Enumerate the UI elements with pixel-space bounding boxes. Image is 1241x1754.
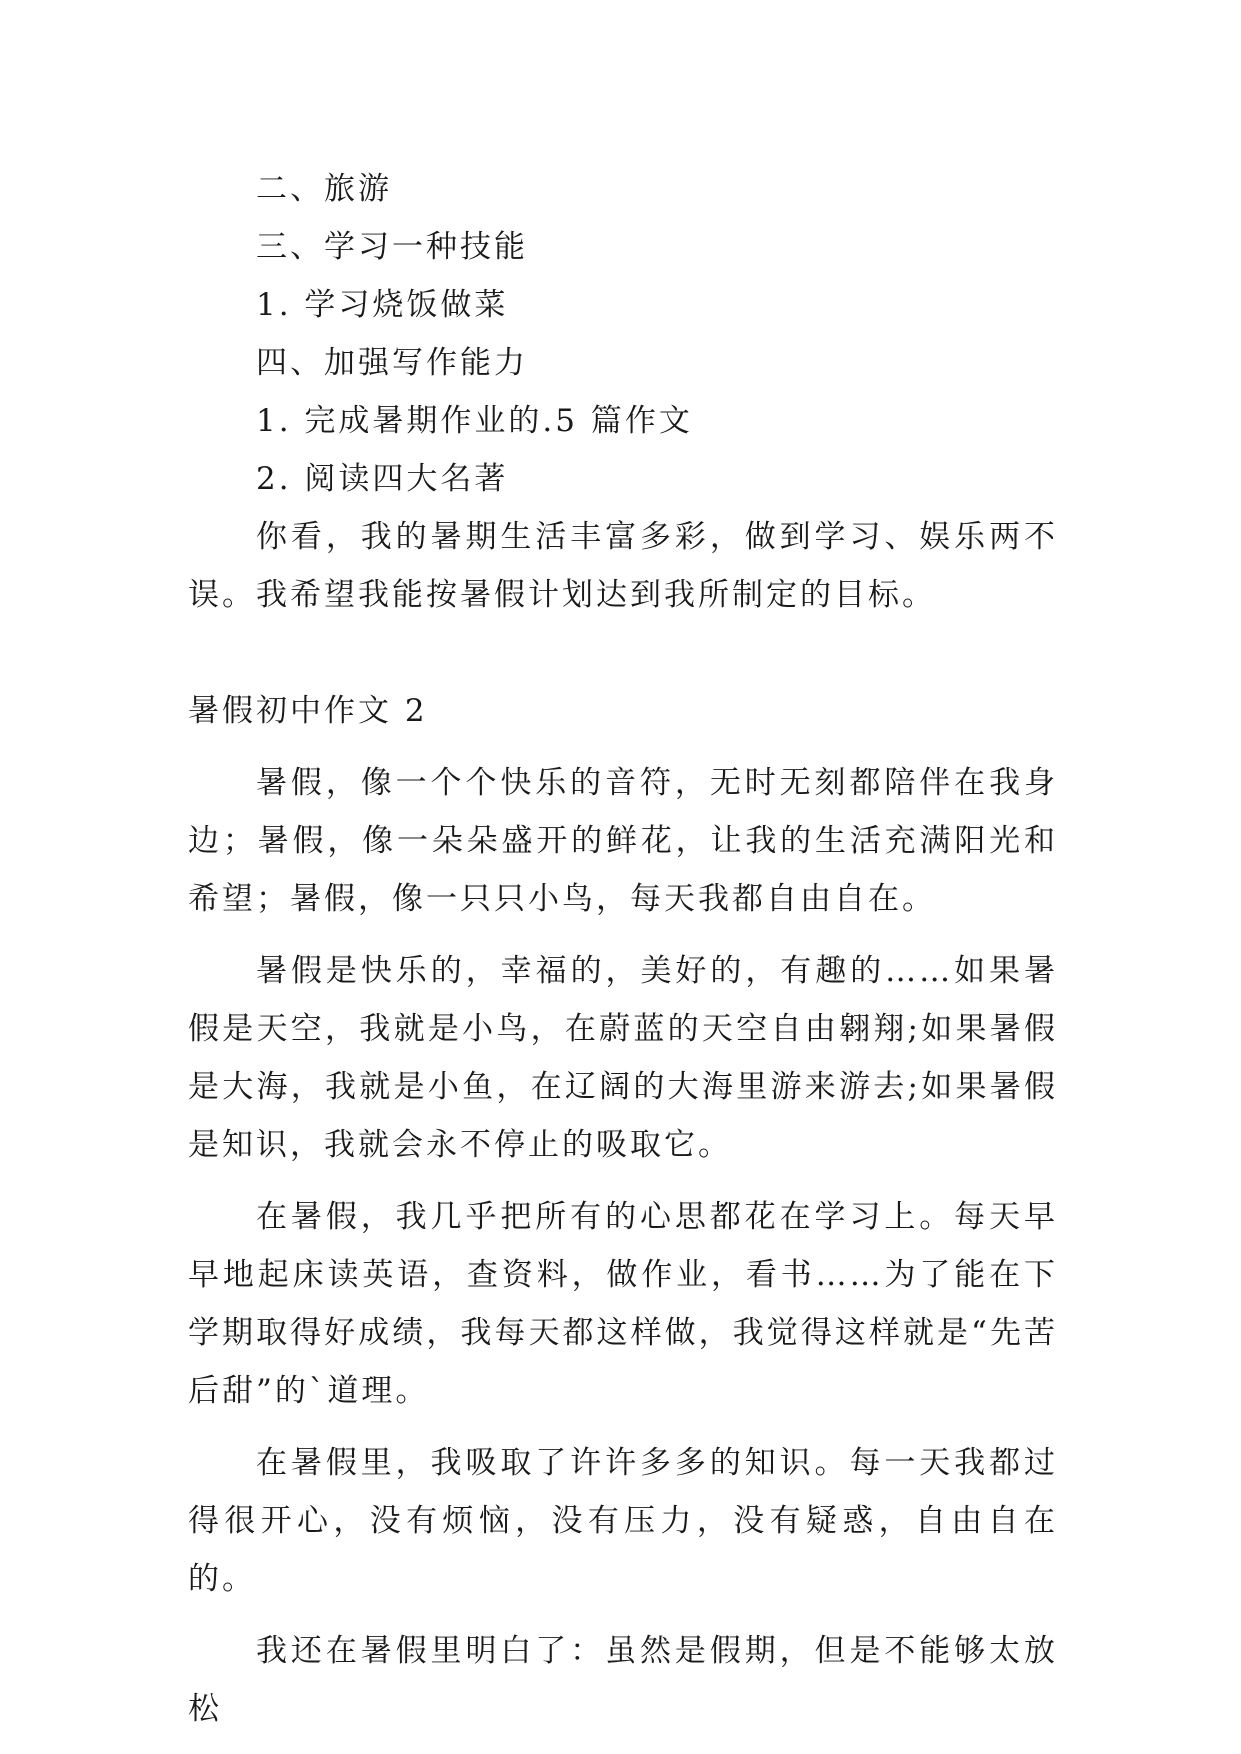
- list-item-travel: 二、旅游: [256, 171, 392, 207]
- essay-title: 暑假初中作文 2: [188, 693, 428, 729]
- list-item-cooking: 1. 学习烧饭做菜: [256, 287, 509, 323]
- essay-paragraph-3: 在暑假，我几乎把所有的心思都花在学习上。每天早早地起床读英语，查资料，做作业，看书……为了能在下学期取得好成绩，我每天都这样做，我觉得这样就是“先苦后甜”的`道理。: [188, 1199, 1058, 1409]
- list-item-learn-skill: 三、学习一种技能: [256, 229, 528, 265]
- section-spacer: [188, 624, 1058, 682]
- essay-paragraph-4: 在暑假里，我吸取了许许多多的知识。每一天我都过得很开心，没有烦恼，没有压力，没有疑惑，自由自在的。: [188, 1445, 1058, 1597]
- paragraph-spacer: [188, 928, 1058, 942]
- title-spacer: [188, 740, 1058, 754]
- closing-paragraph: 你看，我的暑期生活丰富多彩，做到学习、娱乐两不误。我希望我能按暑假计划达到我所制定的目标。: [188, 519, 1058, 613]
- list-item-classics: 2. 阅读四大名著: [256, 461, 509, 497]
- list-item-essays: 1. 完成暑期作业的.5 篇作文: [256, 403, 693, 439]
- paragraph-spacer: [188, 1174, 1058, 1188]
- paragraph-spacer: [188, 1608, 1058, 1622]
- document-body: [188, 160, 1058, 1738]
- essay-paragraph-1: 暑假，像一个个快乐的音符，无时无刻都陪伴在我身边；暑假，像一朵朵盛开的鲜花，让我的生活充满阳光和希望；暑假，像一只只小鸟，每天我都自由自在。: [188, 765, 1058, 917]
- essay-paragraph-2: 暑假是快乐的，幸福的，美好的，有趣的……如果暑假是天空，我就是小鸟，在蔚蓝的天空自由翱翔;如果暑假是大海，我就是小鱼，在辽阔的大海里游来游去;如果暑假是知识，我就会永不停止的吸取它。: [188, 953, 1058, 1163]
- list-item-writing: 四、加强写作能力: [256, 345, 528, 381]
- paragraph-spacer: [188, 1420, 1058, 1434]
- essay-paragraph-5: 我还在暑假里明白了：虽然是假期，但是不能够太放松: [188, 1633, 1058, 1727]
